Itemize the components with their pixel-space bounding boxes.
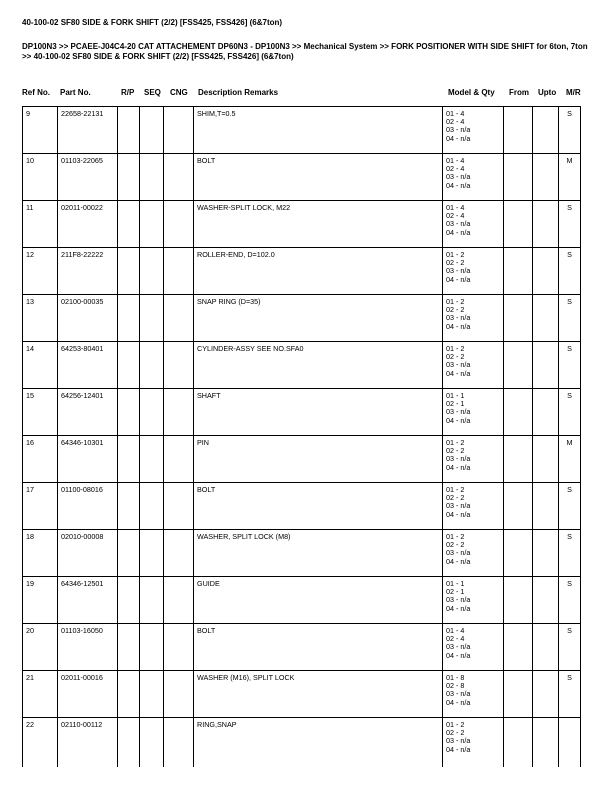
cell-mr: S (559, 671, 581, 718)
model-qty-line: 03 - n/a (446, 501, 471, 511)
cell-ref: 10 (23, 154, 58, 201)
cell-model-qty (443, 107, 504, 154)
cell-ref: 21 (23, 671, 58, 718)
model-qty-line: 03 - n/a (446, 736, 471, 746)
cell-seq (140, 154, 164, 201)
cell-model-qty (443, 342, 504, 389)
cell-seq (140, 671, 164, 718)
cell-model-qty (443, 248, 504, 295)
model-qty-line: 01 - 4 (446, 203, 465, 212)
cell-model-qty (443, 483, 504, 530)
cell-ref: 16 (23, 436, 58, 483)
cell-seq (140, 436, 164, 483)
cell-ref: 12 (23, 248, 58, 295)
cell-upto (533, 577, 559, 624)
table-row (23, 624, 581, 671)
table-row (23, 295, 581, 342)
cell-mr: S (559, 107, 581, 154)
cell-upto (533, 389, 559, 436)
cell-desc: BOLT (194, 624, 443, 671)
cell-desc: WASHER-SPLIT LOCK, M22 (194, 201, 443, 248)
cell-part: 02110-00112 (58, 718, 118, 768)
breadcrumb: DP100N3 >> PCAEE-J04C4-20 CAT ATTACHEMENT DP60N3 - DP100N3 >> Mechanical System >> FORK POSITIONER WITH SIDE SHIFT for 6ton, 7ton >> 40-100-02 SF80 SIDE & FORK SHIFT (2/2) [FSS425, FSS426] (6&7ton) (22, 42, 588, 61)
cell-desc: SHAFT (194, 389, 443, 436)
col-header-part: Part No. (60, 88, 91, 97)
table-header (22, 88, 592, 98)
cell-rp (118, 671, 140, 718)
model-qty-line: 04 - n/a (446, 650, 471, 660)
cell-model-qty (443, 530, 504, 577)
cell-ref: 22 (23, 718, 58, 768)
cell-mr (559, 718, 581, 768)
cell-upto (533, 718, 559, 768)
cell-model-qty (443, 718, 504, 768)
cell-ref: 15 (23, 389, 58, 436)
cell-seq (140, 577, 164, 624)
model-qty-line: 04 - n/a (446, 415, 471, 425)
col-header-seq: SEQ (144, 88, 161, 97)
cell-mr: S (559, 342, 581, 389)
model-qty-line: 02 - 1 (446, 587, 465, 597)
model-qty-line: 02 - 4 (446, 164, 465, 174)
cell-cng (164, 436, 194, 483)
cell-desc: RING,SNAP (194, 718, 443, 768)
cell-ref: 14 (23, 342, 58, 389)
cell-rp (118, 530, 140, 577)
cell-rp (118, 201, 140, 248)
model-qty-line: 02 - 2 (446, 305, 465, 315)
table-row (23, 201, 581, 248)
col-header-ref: Ref No. (22, 88, 50, 97)
model-qty-line: 03 - n/a (446, 454, 471, 464)
model-qty-line: 01 - 2 (446, 250, 465, 259)
cell-upto (533, 671, 559, 718)
model-qty-line: 01 - 2 (446, 297, 465, 306)
cell-cng (164, 295, 194, 342)
model-qty-line: 04 - n/a (446, 227, 471, 237)
model-qty-line: 02 - 4 (446, 211, 465, 221)
cell-from (504, 154, 533, 201)
model-qty-line: 04 - n/a (446, 133, 471, 143)
cell-part: 22658-22131 (58, 107, 118, 154)
cell-from (504, 248, 533, 295)
cell-model-qty (443, 577, 504, 624)
cell-desc: CYLINDER-ASSY SEE NO.SFA0 (194, 342, 443, 389)
cell-cng (164, 624, 194, 671)
model-qty-line: 03 - n/a (446, 595, 471, 605)
model-qty-line: 03 - n/a (446, 172, 471, 182)
model-qty-line: 03 - n/a (446, 548, 471, 558)
cell-rp (118, 154, 140, 201)
model-qty-line: 02 - 2 (446, 446, 465, 456)
cell-ref: 17 (23, 483, 58, 530)
table-row (23, 248, 581, 295)
cell-cng (164, 107, 194, 154)
model-qty-line: 02 - 2 (446, 540, 465, 550)
table-row (23, 154, 581, 201)
model-qty-line: 01 - 1 (446, 391, 465, 400)
cell-seq (140, 483, 164, 530)
cell-rp (118, 577, 140, 624)
cell-part: 02011-00022 (58, 201, 118, 248)
cell-upto (533, 436, 559, 483)
cell-seq (140, 201, 164, 248)
col-header-desc: Description Remarks (198, 88, 279, 97)
model-qty-line: 03 - n/a (446, 407, 471, 417)
cell-desc: ROLLER-END, D=102.0 (194, 248, 443, 295)
cell-seq (140, 107, 164, 154)
cell-rp (118, 295, 140, 342)
cell-cng (164, 201, 194, 248)
cell-rp (118, 107, 140, 154)
col-header-from: From (509, 88, 529, 97)
model-qty-line: 01 - 8 (446, 673, 465, 682)
cell-rp (118, 436, 140, 483)
model-qty-line: 02 - 2 (446, 352, 465, 362)
model-qty-line: 04 - n/a (446, 321, 471, 331)
col-header-cng: CNG (170, 88, 188, 97)
cell-upto (533, 624, 559, 671)
model-qty-line: 04 - n/a (446, 180, 471, 190)
cell-cng (164, 671, 194, 718)
cell-model-qty (443, 154, 504, 201)
model-qty-line: 03 - n/a (446, 689, 471, 699)
cell-part: 01100-08016 (58, 483, 118, 530)
cell-rp (118, 248, 140, 295)
cell-part: 01103-16050 (58, 624, 118, 671)
model-qty-line: 03 - n/a (446, 313, 471, 323)
model-qty-line: 03 - n/a (446, 360, 471, 370)
cell-part: 02011-00016 (58, 671, 118, 718)
cell-ref: 11 (23, 201, 58, 248)
cell-mr: S (559, 483, 581, 530)
cell-mr: S (559, 530, 581, 577)
cell-rp (118, 718, 140, 768)
cell-seq (140, 624, 164, 671)
cell-desc: WASHER, SPLIT LOCK (M8) (194, 530, 443, 577)
model-qty-line: 04 - n/a (446, 603, 471, 613)
model-qty-line: 01 - 4 (446, 156, 465, 165)
table-row (23, 530, 581, 577)
cell-model-qty (443, 671, 504, 718)
cell-model-qty (443, 295, 504, 342)
cell-part: 64346-12501 (58, 577, 118, 624)
cell-seq (140, 342, 164, 389)
cell-from (504, 671, 533, 718)
table-row (23, 671, 581, 718)
cell-upto (533, 530, 559, 577)
cell-desc: PIN (194, 436, 443, 483)
cell-mr: M (559, 436, 581, 483)
col-header-rp: R/P (121, 88, 135, 97)
cell-seq (140, 530, 164, 577)
cell-part: 211F8-22222 (58, 248, 118, 295)
cell-cng (164, 718, 194, 768)
model-qty-line: 01 - 2 (446, 485, 465, 494)
cell-from (504, 295, 533, 342)
cell-seq (140, 248, 164, 295)
cell-cng (164, 342, 194, 389)
cell-cng (164, 389, 194, 436)
cell-upto (533, 201, 559, 248)
cell-desc: BOLT (194, 483, 443, 530)
cell-part: 02010-00008 (58, 530, 118, 577)
cell-from (504, 107, 533, 154)
model-qty-line: 02 - 2 (446, 728, 465, 738)
cell-ref: 20 (23, 624, 58, 671)
model-qty-line: 02 - 2 (446, 258, 465, 268)
model-qty-line: 02 - 4 (446, 634, 465, 644)
cell-mr: S (559, 295, 581, 342)
cell-mr: S (559, 624, 581, 671)
model-qty-line: 04 - n/a (446, 697, 471, 707)
cell-from (504, 718, 533, 768)
model-qty-line: 02 - 2 (446, 493, 465, 503)
cell-part: 64346-10301 (58, 436, 118, 483)
cell-from (504, 389, 533, 436)
cell-rp (118, 624, 140, 671)
cell-part: 64253-80401 (58, 342, 118, 389)
model-qty-line: 01 - 2 (446, 344, 465, 353)
model-qty-line: 01 - 2 (446, 438, 465, 447)
cell-model-qty (443, 201, 504, 248)
cell-seq (140, 295, 164, 342)
cell-part: 02100-00035 (58, 295, 118, 342)
cell-cng (164, 248, 194, 295)
table-row (23, 483, 581, 530)
model-qty-line: 01 - 2 (446, 532, 465, 541)
table-row (23, 577, 581, 624)
table-row (23, 107, 581, 154)
cell-part: 01103-22065 (58, 154, 118, 201)
cell-ref: 18 (23, 530, 58, 577)
cell-mr: S (559, 201, 581, 248)
cell-desc: SHIM,T=0.5 (194, 107, 443, 154)
cell-model-qty (443, 389, 504, 436)
table-row (23, 342, 581, 389)
model-qty-line: 02 - 4 (446, 117, 465, 127)
cell-upto (533, 483, 559, 530)
cell-cng (164, 154, 194, 201)
cell-desc: SNAP RING (D=35) (194, 295, 443, 342)
model-qty-line: 03 - n/a (446, 125, 471, 135)
cell-cng (164, 577, 194, 624)
cell-upto (533, 342, 559, 389)
cell-from (504, 342, 533, 389)
model-qty-line: 04 - n/a (446, 744, 471, 754)
cell-desc: WASHER (M16), SPLIT LOCK (194, 671, 443, 718)
cell-cng (164, 530, 194, 577)
model-qty-line: 03 - n/a (446, 219, 471, 229)
cell-ref: 19 (23, 577, 58, 624)
model-qty-line: 01 - 2 (446, 720, 465, 729)
parts-table (22, 106, 581, 767)
table-row (23, 436, 581, 483)
cell-from (504, 577, 533, 624)
page-title: 40-100-02 SF80 SIDE & FORK SHIFT (2/2) [FSS425, FSS426] (6&7ton) (22, 18, 283, 27)
cell-ref: 13 (23, 295, 58, 342)
cell-mr: S (559, 577, 581, 624)
table-row (23, 718, 581, 768)
cell-model-qty (443, 624, 504, 671)
cell-rp (118, 483, 140, 530)
cell-desc: BOLT (194, 154, 443, 201)
cell-mr: M (559, 154, 581, 201)
cell-ref: 9 (23, 107, 58, 154)
model-qty-line: 01 - 4 (446, 626, 465, 635)
cell-mr: S (559, 389, 581, 436)
model-qty-line: 04 - n/a (446, 556, 471, 566)
model-qty-line: 03 - n/a (446, 266, 471, 276)
cell-rp (118, 342, 140, 389)
model-qty-line: 02 - 1 (446, 399, 465, 409)
cell-cng (164, 483, 194, 530)
cell-rp (118, 389, 140, 436)
cell-part: 64256-12401 (58, 389, 118, 436)
cell-upto (533, 107, 559, 154)
col-header-model: Model & Qty (448, 88, 495, 97)
col-header-mr: M/R (566, 88, 581, 97)
table-row (23, 389, 581, 436)
model-qty-line: 02 - 8 (446, 681, 465, 691)
cell-upto (533, 154, 559, 201)
cell-upto (533, 248, 559, 295)
cell-from (504, 483, 533, 530)
cell-from (504, 201, 533, 248)
cell-model-qty (443, 436, 504, 483)
model-qty-line: 01 - 4 (446, 109, 465, 118)
cell-from (504, 530, 533, 577)
cell-upto (533, 295, 559, 342)
cell-seq (140, 389, 164, 436)
cell-desc: GUIDE (194, 577, 443, 624)
col-header-upto: Upto (538, 88, 557, 97)
cell-from (504, 436, 533, 483)
model-qty-line: 03 - n/a (446, 642, 471, 652)
model-qty-line: 04 - n/a (446, 274, 471, 284)
cell-seq (140, 718, 164, 768)
cell-mr: S (559, 248, 581, 295)
model-qty-line: 04 - n/a (446, 462, 471, 472)
model-qty-line: 01 - 1 (446, 579, 465, 588)
model-qty-line: 04 - n/a (446, 509, 471, 519)
model-qty-line: 04 - n/a (446, 368, 471, 378)
cell-from (504, 624, 533, 671)
